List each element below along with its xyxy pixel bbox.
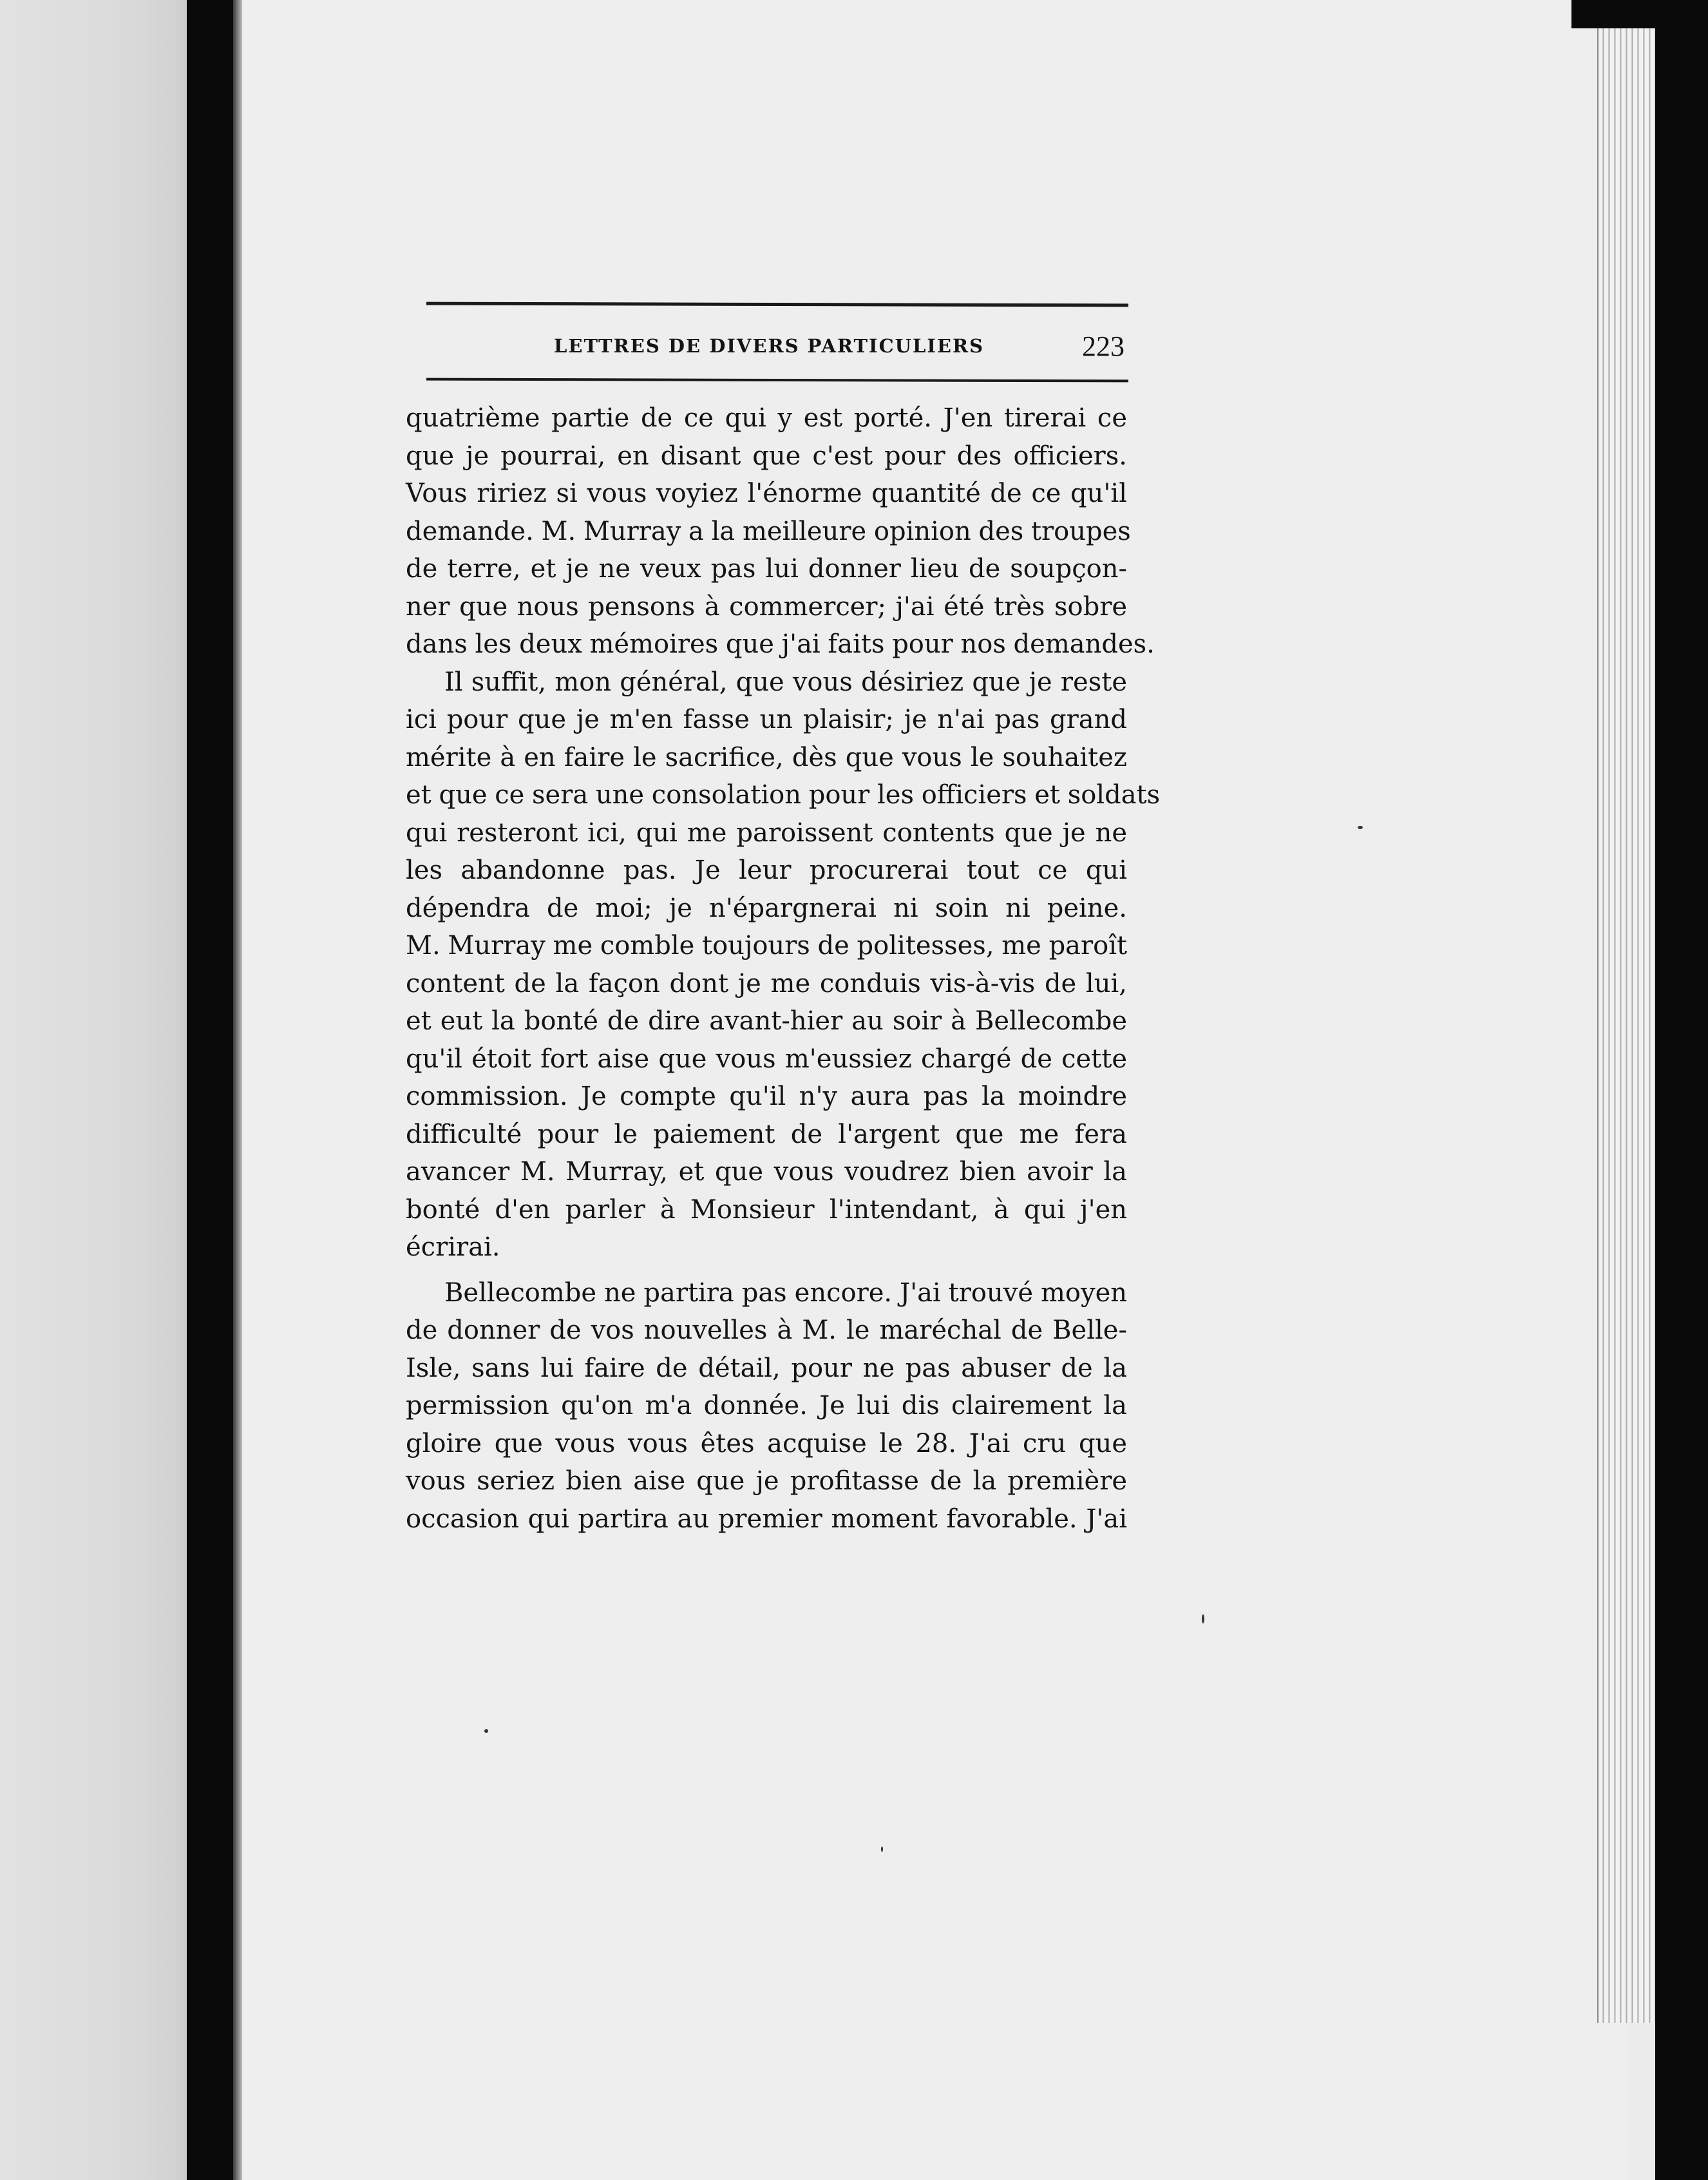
- text-line: quatrième partie de ce qui y est porté. J'en tirerai ce: [406, 403, 1127, 433]
- gutter-shadow: [233, 0, 242, 2180]
- body-text: [406, 399, 1161, 1538]
- text-line: difficulté pour le paiement de l'argent que me fera: [406, 1119, 1127, 1149]
- text-line: ici pour que je m'en fasse un plaisir; je n'ai pas grand: [406, 705, 1127, 734]
- text-line: demande. M. Murray a la meilleure opinion des troupes: [406, 516, 1131, 546]
- book-gutter: [187, 0, 233, 2180]
- text-line: ner que nous pensons à commercer; j'ai été très sobre: [406, 591, 1127, 622]
- page-edges: [1597, 26, 1656, 2023]
- top-right-border: [1571, 0, 1708, 28]
- text-line: permission qu'on m'a donnée. Je lui dis clairement la: [406, 1391, 1127, 1420]
- scan-speck: [881, 1846, 883, 1852]
- text-line: dans les deux mémoires que j'ai faits pour nos demandes.: [406, 629, 1155, 659]
- text-line: content de la façon dont je me conduis vis-à-vis de lui,: [406, 968, 1127, 999]
- right-border: [1655, 0, 1708, 2180]
- scan-speck: [484, 1729, 488, 1733]
- text-line: de terre, et je ne veux pas lui donner lieu de soupçon-: [406, 554, 1127, 584]
- text-line: qui resteront ici, qui me paroissent contents que je ne: [406, 818, 1127, 848]
- text-line: de donner de vos nouvelles à M. le maréchal de Belle-: [406, 1315, 1127, 1345]
- text-line: commission. Je compte qu'il n'y aura pas la moindre: [406, 1082, 1127, 1111]
- text-line: Il suffit, mon général, que vous désiriez que je reste: [444, 667, 1127, 697]
- text-line: mérite à en faire le sacrifice, dès que vous le souhaitez: [406, 742, 1127, 772]
- text-line: avancer M. Murray, et que vous voudrez bien avoir la: [406, 1157, 1127, 1187]
- text-line: les abandonne pas. Je leur procurerai tout ce qui: [406, 856, 1127, 885]
- text-line: Vous ririez si vous voyiez l'énorme quantité de ce qu'il: [406, 479, 1127, 508]
- text-line: que je pourrai, en disant que c'est pour des officiers.: [406, 441, 1127, 471]
- text-line: et eut la bonté de dire avant-hier au soir à Bellecombe: [406, 1006, 1127, 1036]
- text-line: écrirai.: [406, 1232, 500, 1262]
- running-head-title: LETTRES DE DIVERS PARTICULIERS: [554, 335, 985, 357]
- text-line: Isle, sans lui faire de détail, pour ne pas abuser de la: [406, 1353, 1127, 1383]
- text-line: M. Murray me comble toujours de politesses, me paroît: [406, 931, 1128, 961]
- text-line: Bellecombe ne partira pas encore. J'ai trouvé moyen: [444, 1277, 1127, 1308]
- text-line: occasion qui partira au premier moment favorable. J'ai: [406, 1504, 1127, 1534]
- scan-speck: [1358, 826, 1363, 829]
- left-facing-page: [0, 0, 187, 2180]
- text-line: gloire que vous vous êtes acquise le 28. J'ai cru que: [406, 1428, 1127, 1458]
- text-line: vous seriez bien aise que je profitasse de la première: [406, 1466, 1127, 1496]
- scan-speck: [1202, 1614, 1204, 1623]
- text-line: bonté d'en parler à Monsieur l'intendant, à qui j'en: [406, 1194, 1127, 1225]
- text-line: qu'il étoit fort aise que vous m'eussiez chargé de cette: [406, 1044, 1127, 1074]
- text-line: dépendra de moi; je n'épargnerai ni soin ni peine.: [406, 893, 1127, 923]
- page-number: 223: [1082, 330, 1124, 362]
- text-line: et que ce sera une consolation pour les officiers et soldats: [406, 780, 1161, 810]
